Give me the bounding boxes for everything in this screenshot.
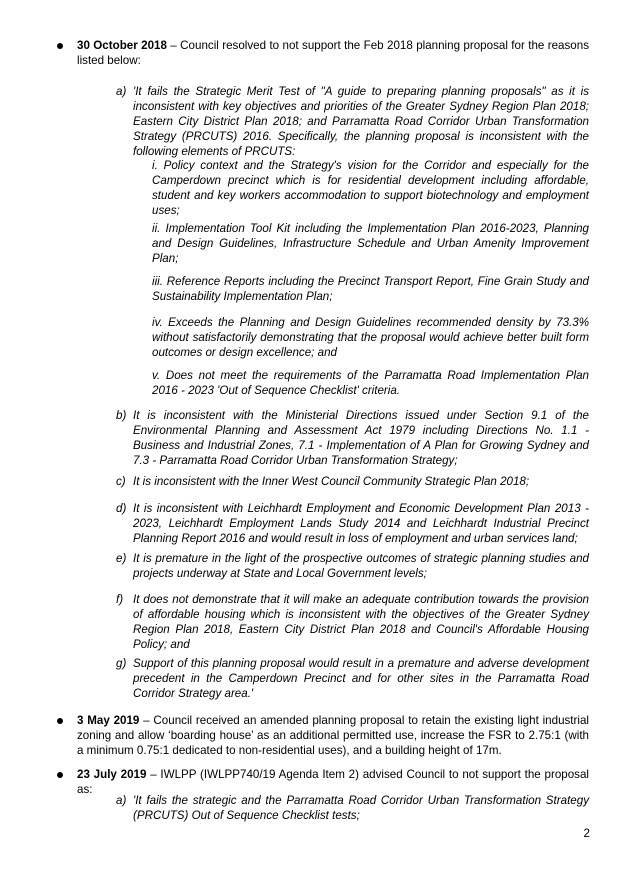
bullet-text: 3 May 2019 – Council received an amended planning proposal to retain the existing light industrial zoning and allow ‘boarding house’ as an additional permitted use, increase the FSR to 2.75:1 (with a minimum 0.75:1 dedicated to non-residential uses), and a building height of 17m. [77, 714, 589, 757]
bullet-date: 30 October 2018 [77, 39, 167, 52]
sub-sub-item-i: i. Policy context and the Strategy's vision for the Corridor and especially for the Camperdown precinct which is for residential development including affordable, student and key workers accommodation to support biotechnology and employment uses; [152, 159, 589, 217]
bullet-icon [57, 43, 63, 49]
sub-sub-item-iv: iv. Exceeds the Planning and Design Guidelines recommended density by 73.3% without satisfactorily demonstrating that the proposal would achieve better built form outcomes or design excellence; and [152, 316, 589, 359]
bullet-text: 23 July 2019 – IWLPP (IWLPP740/19 Agenda Item 2) advised Council to not support the proposal as: [77, 768, 589, 796]
bullet-icon [57, 718, 63, 724]
sub-sub-item-ii: ii. Implementation Tool Kit including the Implementation Plan 2016-2023, Planning and Design Guidelines, Infrastructure Schedule and Urban Amenity Improvement Plan; [152, 222, 589, 265]
document-page: 30 October 2018 – Council resolved to not support the Feb 2018 planning proposal for the reasons listed below: a) 'It fails the Strategic Merit Test of "A guide to preparing planning proposals" as it is inconsistent with key objectives and priorities of the Greater Sydney Region Plan 2018; Eastern City District Plan 2018; and Parramatta Road Corridor Urban Transformation Strategy (PRCUTS) 2016. Specifically, the planning proposal is inconsistent with the following elements of PRCUTS: i. Policy context and the Strategy's vision for the Corridor and especially for the Camperdown precinct which is for residential development including affordable, student and key workers accommodation to support biotechnology and employment uses; ii. Implementation Tool Kit including the Implementation Plan 2016-2023, Planning and Design Guidelines, Infrastructure Schedule and Urban Amenity Improvement Plan; iii. Reference Reports including the Precinct Transport Report, Fine Grain Study and Sustainability Implementation Plan; iv. Exceeds the Planning and Design Guidelines recommended density by 73.3% without satisfactorily demonstrating that the proposal would achieve better built form outcomes or design excellence; and v. Does not meet the requirements of the Parramatta Road Implementation Plan 2016 - 2023 'Out of Sequence Checklist' criteria. b) It is inconsistent with the Ministerial Directions issued under Section 9.1 of the Environmental Planning and Assessment Act 1979 including Directions No. 1.1 - Business and Industrial Zones, 7.1 - Implementation of A Plan for Growing Sydney and 7.3 - Parramatta Road Corridor Urban Transformation Strategy; c) It is inconsistent with the Inner West Council Community Strategic Plan 2018; d) It is inconsistent with Leichhardt Employment and Economic Development Plan 2013 - 2023, Leichhardt Employment Lands Study 2014 and Leichhardt Industrial Precinct Planning Report 2016 and would result in loss of employment and urban services land; e) It is premature in the light of the prospective outcomes of strategic planning studies and projects underway at State and Local Government levels; f) It does not demonstrate that it will make an adequate contribution towards the provision of affordable housing which is inconsistent with the objectives of the Greater Sydney Region Plan 2018, Eastern City District Plan 2018 and Council's Affordable Housing Policy; and g) Support of this planning proposal would result in a premature and adverse development precedent in the Camperdown Precinct and for other sites in the Parramatta Road Corridor Strategy area.' 3 May 2019 – Council received an amended planning proposal to retain the existing light industrial zoning and allow ‘boarding house’ as an additional permitted use, increase the FSR to 2.75:1 (with a minimum 0.75:1 dedicated to non-residential uses), and a building height of 17m. 23 July 2019 – IWLPP (IWLPP740/19 Agenda Item 2) advised Council to not support the proposal as: a) 'It fails the strategic and the Parramatta Road Corridor Urban Transformation Strategy (PRCUTS) Out of Sequence Checklist tests; 2 [0, 0, 627, 887]
bullet-icon [57, 772, 63, 778]
sub-sub-item-iii: iii. Reference Reports including the Precinct Transport Report, Fine Grain Study and Sustainability Implementation Plan; [152, 275, 589, 303]
bullet-text: 30 October 2018 – Council resolved to not support the Feb 2018 planning proposal for the reasons listed below: [77, 39, 589, 67]
sub-sub-item-v: v. Does not meet the requirements of the Parramatta Road Implementation Plan 2016 - 2023 'Out of Sequence Checklist' criteria. [152, 369, 589, 397]
bullet-date: 3 May 2019 [77, 714, 140, 727]
bullet-date: 23 July 2019 [77, 768, 147, 781]
page-number: 2 [583, 827, 590, 840]
